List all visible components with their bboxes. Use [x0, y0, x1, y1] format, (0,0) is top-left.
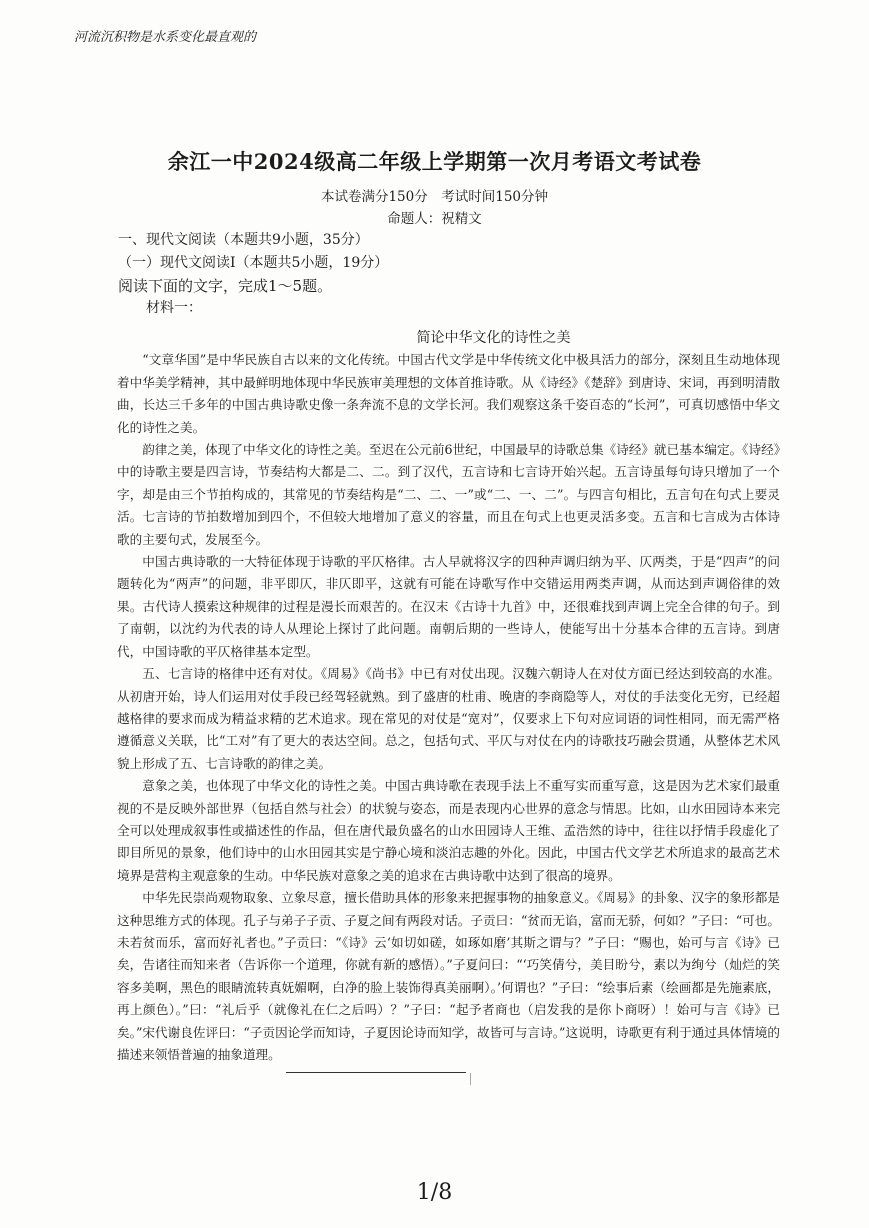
article-body	[117, 327, 780, 1066]
divider-line	[286, 1072, 466, 1073]
exam-title: 余江一中2024级高二年级上学期第一次月考语文考试卷	[167, 149, 702, 174]
paragraph: “文章华国”是中华民族自古以来的文化传统。中国古代文学是中华传统文化中极具活力的部分，深刻且生动地体现着中华美学精神，其中最鲜明地体现中华民族审美理想的文体首推诗歌。从《诗经》《楚辞》到唐诗、宋词，再到明清散曲，长达三千多年的中国古典诗歌史像一条奔流不息的文学长河。我们观察这条千姿百态的“长河”，可真切感悟中华文化的诗性之美。	[117, 352, 780, 435]
article-title: 简论中华文化的诗性之美	[416, 330, 571, 346]
paragraph: 意象之美，也体现了中华文化的诗性之美。中国古典诗歌在表现手法上不重写实而重写意，这是因为艺术家们最重视的不是反映外部世界（包括自然与社会）的状貌与姿态，而是表现内心世界的意念与情思。比如，山水田园诗本来完全可以处理成叙事性或描述性的作品，但在唐代最负盛名的山水田园诗人王维、孟浩然的诗中，往往以抒情手段虚化了即目所见的景象，他们诗中的山水田园其实是宁静心境和淡泊志趣的外化。因此，中国古代文学艺术所追求的最高艺术境界是营构主观意象的生动。中华民族对意象之美的追求在古典诗歌中达到了很高的境界。	[117, 778, 780, 883]
page-number: 1/8	[416, 1180, 453, 1205]
paragraph: 中华先民崇尚观物取象、立象尽意，擅长借助具体的形象来把握事物的抽象意义。《周易》的卦象、汉字的象形都是这种思维方式的体现。孔子与弟子子贡、子夏之间有两段对话。子贡曰：“贫而无谄，富而无骄，何如？”子曰：“可也。未若贫而乐，富而好礼者也。”子贡曰：“《诗》云‘如切如磋，如琢如磨’其斯之谓与？”子曰：“赐也，始可与言《诗》已矣，告诸往而知来者（告诉你一个道理，你就有新的感悟）。”子夏问曰：“‘巧笑倩兮，美目盼兮，素以为绚兮（灿烂的笑容多美啊，黑色的眼睛流转真妩媚啊，白净的脸上装饰得真美丽啊）。’何谓也？”子曰：“绘事后素（绘画都是先施素底，再上颜色）。”曰：“礼后乎（就像礼在仁之后吗）？”子曰：“起予者商也（启发我的是你卜商呀）！始可与言《诗》已矣。”宋代谢良佐评曰：“子贡因论学而知诗，子夏因论诗而知学，故皆可与言诗。”这说明，诗歌更有利于通过具体情境的描述来领悟普遍的抽象道理。	[117, 890, 780, 1062]
exam-meta: 本试卷满分150分 考试时间150分钟	[320, 189, 549, 205]
instruction: 阅读下面的文字，完成1～5题。	[118, 277, 333, 295]
header-note: 河流沉积物是水系变化最直观的	[74, 30, 257, 45]
scan-mark	[470, 1073, 471, 1085]
subsection-heading: （一）现代文阅读Ⅰ（本题共5小题，19分）	[118, 255, 389, 271]
section-heading: 一、现代文阅读（本题共9小题，35分）	[118, 232, 369, 248]
paragraph: 韵律之美，体现了中华文化的诗性之美。至迟在公元前6世纪，中国最早的诗歌总集《诗经》就已基本编定。《诗经》中的诗歌主要是四言诗，节奏结构大都是二、二。到了汉代，五言诗和七言诗开始兴起。五言诗虽每句诗只增加了一个字，却是由三个节拍构成的，其常见的节奏结构是“二、二、一”或“二、一、二”。与四言句相比，五言句在句式上要灵活。七言诗的节拍数增加到四个，不但较大地增加了意义的容量，而且在句式上也更灵活多变。五言和七言成为古体诗歌的主要句式，发展至今。	[117, 442, 780, 547]
paragraph: 中国古典诗歌的一大特征体现于诗歌的平仄格律。古人早就将汉字的四种声调归纳为平、仄两类，于是“四声”的问题转化为“两声”的问题，非平即仄，非仄即平，这就有可能在诗歌写作中交错运用两类声调，从而达到声调俗律的效果。古代诗人摸索这种规律的过程是漫长而艰苦的。在汉末《古诗十九首》中，还很难找到声调上完全合律的句子。到了南朝，以沈约为代表的诗人从理论上探讨了此问题。南朝后期的一些诗人，使能写出十分基本合律的五言诗。到唐代，中国诗歌的平仄格律基本定型。	[117, 554, 780, 659]
exam-author: 命题人：祝精文	[387, 211, 482, 227]
paragraph: 五、七言诗的格律中还有对仗。《周易》《尚书》中已有对仗出现。汉魏六朝诗人在对仗方面已经达到较高的水准。从初唐开始，诗人们运用对仗手段已经驾轻就熟。到了盛唐的杜甫、晚唐的李商隐等人，对仗的手法变化无穷，已经超越格律的要求而成为精益求精的艺术追求。现在常见的对仗是“宽对”，仅要求上下句对应词语的词性相同，而无需严格遵循意义关联，比“工对”有了更大的表达空间。总之，包括句式、平仄与对仗在内的诗歌技巧融会贯通，从整体艺术风貌上形成了五、七言诗歌的韵律之美。	[117, 666, 780, 771]
material-label: 材料一：	[146, 300, 202, 316]
